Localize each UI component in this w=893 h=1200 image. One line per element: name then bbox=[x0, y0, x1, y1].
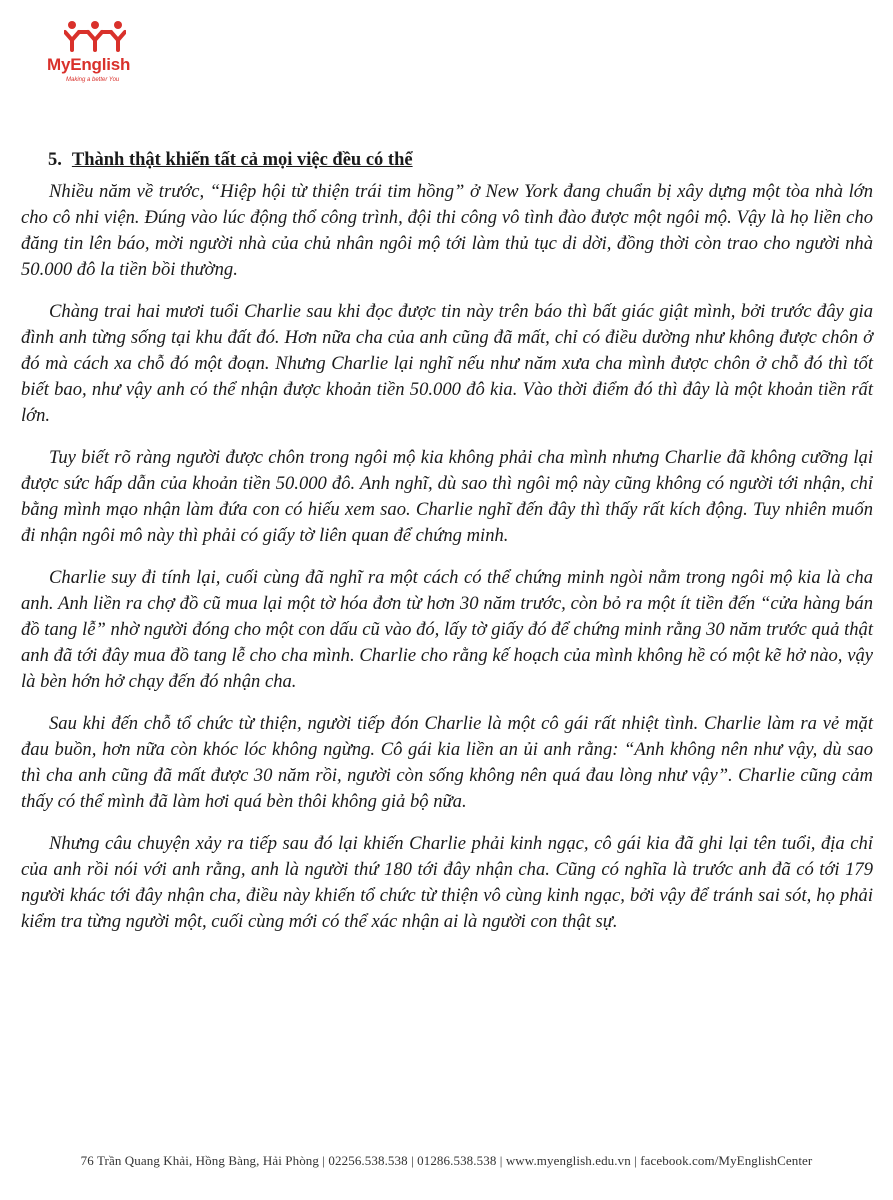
brand-tagline: Making a better You bbox=[66, 77, 120, 83]
paragraph: Nhiều năm về trước, “Hiệp hội từ thiện trái tim hồng” ở New York đang chuẩn bị xây dựng một tòa nhà lớn cho cô nhi viện. Đúng vào lúc động thổ công trình, đội thi công vô tình đào được một ngôi mộ. Vậy là họ liền cho đăng tin lên báo, mời người nhà của chủ nhân ngôi mộ tới làm thủ tục di dời, đồng thời còn trao cho người nhà 50.000 đô la tiền bồi thường. bbox=[21, 181, 873, 280]
paragraph: Nhưng câu chuyện xảy ra tiếp sau đó lại khiến Charlie phải kinh ngạc, cô gái kia đã ghi lại tên tuổi, địa chỉ của anh rồi nói với anh rằng, anh là người thứ 180 tới đây nhận cha. Cũng có nghĩa là trước anh đã có tới 179 người khác tới đây nhận cha, điều này khiến tổ chức từ thiện vô cùng kinh ngạc, bởi vậy để tránh sai sót, họ phải kiểm tra từng người một, cuối cùng mới có thể xác nhận ai là người con thật sự. bbox=[21, 833, 873, 932]
paragraph: Sau khi đến chỗ tổ chức từ thiện, người tiếp đón Charlie là một cô gái rất nhiệt tình. Charlie làm ra vẻ mặt đau buồn, hơn nữa còn khóc lóc không ngừng. Cô gái kia liền an ủi anh rằng: “Anh không nên như vậy, dù sao thì cha anh cũng đã mất được 30 năm rồi, người còn sống không nên quá đau lòng như vậy”. Charlie cũng cảm thấy có thể mình đã làm hơi quá bèn thôi không giả bộ nữa. bbox=[21, 713, 873, 812]
paragraph: Charlie suy đi tính lại, cuối cùng đã nghĩ ra một cách có thể chứng minh ngòi nằm trong ngôi mộ kia là cha anh. Anh liền ra chợ đồ cũ mua lại một tờ hóa đơn từ hơn 30 năm trước, còn bỏ ra một ít tiền đến “cửa hàng bán đồ tang lễ” nhờ người đóng cho một con dấu cũ vào đó, lấy tờ giấy đó để chứng minh rằng 30 năm trước quả thật anh đã tới đây mua đồ tang lễ cho cha mình. Charlie cho rằng kế hoạch của mình không hề có một kẽ hở nào, vậy là bèn hớn hở chạy đến đó nhận cha. bbox=[21, 567, 873, 692]
brand-name: MyEnglish bbox=[47, 55, 131, 74]
paragraph: Tuy biết rõ ràng người được chôn trong ngôi mộ kia không phải cha mình nhưng Charlie đã không cưỡng lại được sức hấp dẫn của khoản tiền 50.000 đô. Anh nghĩ, dù sao thì ngôi mộ này cũng không có người tới nhận, chỉ bằng mình mạo nhận làm đứa con có hiếu xem sao. Charlie nghĩ đến đây thì thấy rất kích động. Tuy nhiên muốn đi nhận ngôi mô này thì phải có giấy tờ liên quan để chứng minh. bbox=[21, 447, 873, 546]
three-people-logo-icon bbox=[64, 20, 126, 54]
paragraph: Chàng trai hai mươi tuổi Charlie sau khi đọc được tin này trên báo thì bất giác giật mình, bởi trước đây gia đình anh từng sống tại khu đất đó. Hơn nữa cha của anh cũng đã mất, chỉ có điều dường như không được chôn ở đó mà cách xa chỗ đó một đoạn. Nhưng Charlie lại nghĩ nếu như năm xưa cha mình được chôn ở chỗ đó thì tốt biết bao, như vậy anh có thể nhận được khoản tiền 50.000 đô kia. Vào thời điểm đó thì đây là một khoản tiền rất lớn. bbox=[21, 301, 873, 426]
brand-logo bbox=[44, 20, 154, 90]
section-title: Thành thật khiến tất cả mọi việc đều có thể bbox=[71, 150, 413, 170]
document-body bbox=[21, 150, 873, 951]
section-number: 5. bbox=[48, 150, 62, 170]
section-heading bbox=[48, 150, 873, 171]
page-footer: 76 Trần Quang Khải, Hồng Bàng, Hải Phòng | 02256.538.538 | 01286.538.538 | www.myenglish.edu.vn | facebook.com/MyEnglishCenter bbox=[80, 1153, 813, 1168]
